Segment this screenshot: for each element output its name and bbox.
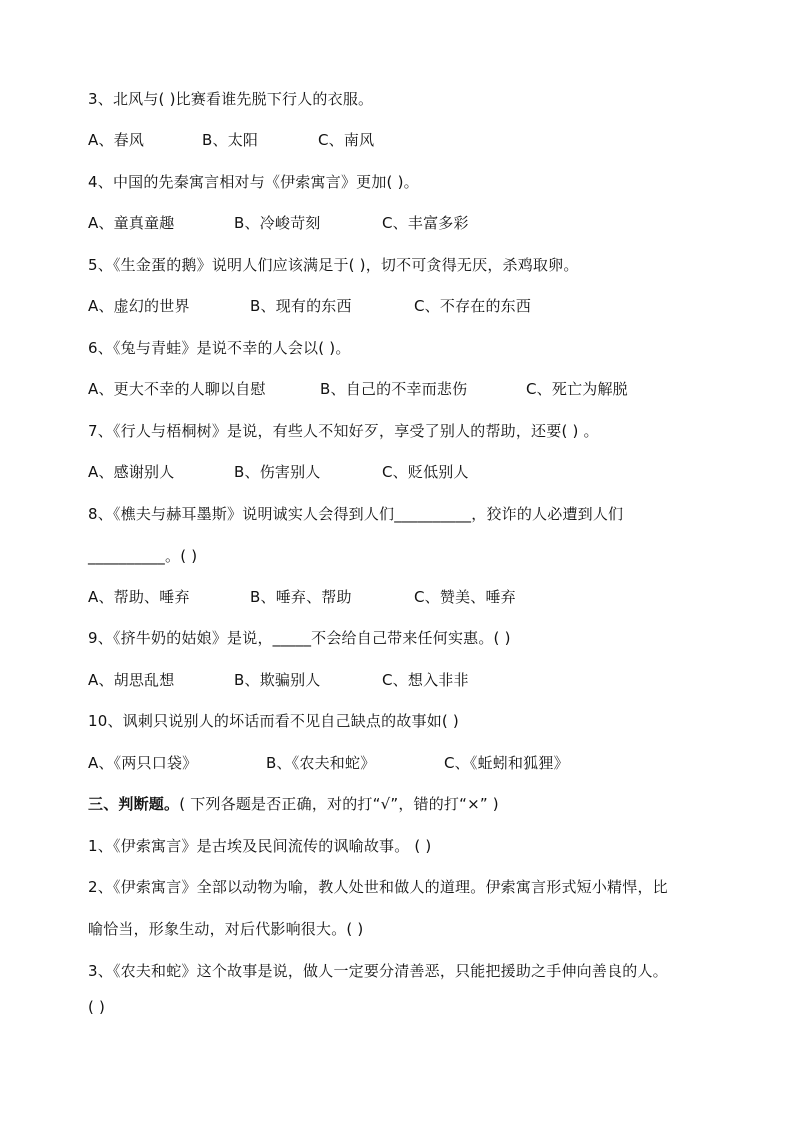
question-8-line-2: __________。( ) xyxy=(88,547,198,565)
option-b: B、欺骗别人 xyxy=(234,671,321,689)
section-3-header xyxy=(88,794,714,814)
option-b: B、太阳 xyxy=(202,131,259,149)
option-a: A、童真童趣 xyxy=(88,214,175,232)
option-a: A、《两只口袋》 xyxy=(88,754,198,772)
options-4 xyxy=(88,213,714,233)
tf-question-3-line-2: ( ) xyxy=(88,998,106,1016)
options-8 xyxy=(88,587,714,607)
option-a: A、春风 xyxy=(88,131,145,149)
option-a: A、感谢别人 xyxy=(88,463,175,481)
tf-question-3-line-1: 3、《农夫和蛇》这个故事是说，做人一定要分清善恶，只能把援助之手伸向善良的人。 xyxy=(88,962,668,980)
question-5: 5、《生金蛋的鹅》说明人们应该满足于( )，切不可贪得无厌，杀鸡取卵。 xyxy=(88,256,579,274)
option-c: C、想入非非 xyxy=(382,671,469,689)
question-9: 9、《挤牛奶的姑娘》是说，_____不会给自己带来任何实惠。( ) xyxy=(88,629,511,647)
option-c: C、南风 xyxy=(318,131,375,149)
option-a: A、虚幻的世界 xyxy=(88,297,190,315)
tf-question-2-line-2: 喻恰当，形象生动，对后代影响很大。( ) xyxy=(88,920,364,938)
section-instruction: ( 下列各题是否正确，对的打“√”，错的打“×” ) xyxy=(179,795,499,813)
question-10: 10、讽刺只说别人的坏话而看不见自己缺点的故事如( ) xyxy=(88,712,459,730)
options-9 xyxy=(88,670,714,690)
options-3 xyxy=(88,130,714,150)
option-a: A、更大不幸的人聊以自慰 xyxy=(88,380,266,398)
option-a: A、帮助、唾弃 xyxy=(88,588,190,606)
question-8-line-1: 8、《樵夫与赫耳墨斯》说明诚实人会得到人们__________，狡诈的人必遭到人们 xyxy=(88,505,624,523)
options-6 xyxy=(88,379,714,399)
option-c: C、不存在的东西 xyxy=(414,297,532,315)
options-10 xyxy=(88,753,714,773)
section-heading: 三、判断题。 xyxy=(88,795,180,813)
option-c: C、丰富多彩 xyxy=(382,214,469,232)
question-7: 7、《行人与梧桐树》是说，有些人不知好歹，享受了别人的帮助，还要( ) 。 xyxy=(88,422,599,440)
option-b: B、唾弃、帮助 xyxy=(250,588,352,606)
tf-question-1: 1、《伊索寓言》是古埃及民间流传的讽喻故事。 ( ) xyxy=(88,837,432,855)
tf-question-2-line-1: 2、《伊索寓言》全部以动物为喻，教人处世和做人的道理。伊索寓言形式短小精悍，比 xyxy=(88,878,668,896)
option-b: B、《农夫和蛇》 xyxy=(266,754,376,772)
options-5 xyxy=(88,296,714,316)
option-b: B、自己的不幸而悲伤 xyxy=(320,380,468,398)
question-4: 4、中国的先秦寓言相对与《伊索寓言》更加( )。 xyxy=(88,173,419,191)
option-a: A、胡思乱想 xyxy=(88,671,175,689)
option-c: C、赞美、唾弃 xyxy=(414,588,516,606)
option-c: C、《蚯蚓和狐狸》 xyxy=(444,754,569,772)
option-b: B、冷峻苛刻 xyxy=(234,214,321,232)
option-b: B、伤害别人 xyxy=(234,463,321,481)
question-6: 6、《兔与青蛙》是说不幸的人会以( )。 xyxy=(88,339,351,357)
option-b: B、现有的东西 xyxy=(250,297,352,315)
options-7 xyxy=(88,462,714,482)
option-c: C、死亡为解脱 xyxy=(526,380,628,398)
question-3: 3、北风与( )比赛看谁先脱下行人的衣服。 xyxy=(88,90,374,108)
option-c: C、贬低别人 xyxy=(382,463,469,481)
